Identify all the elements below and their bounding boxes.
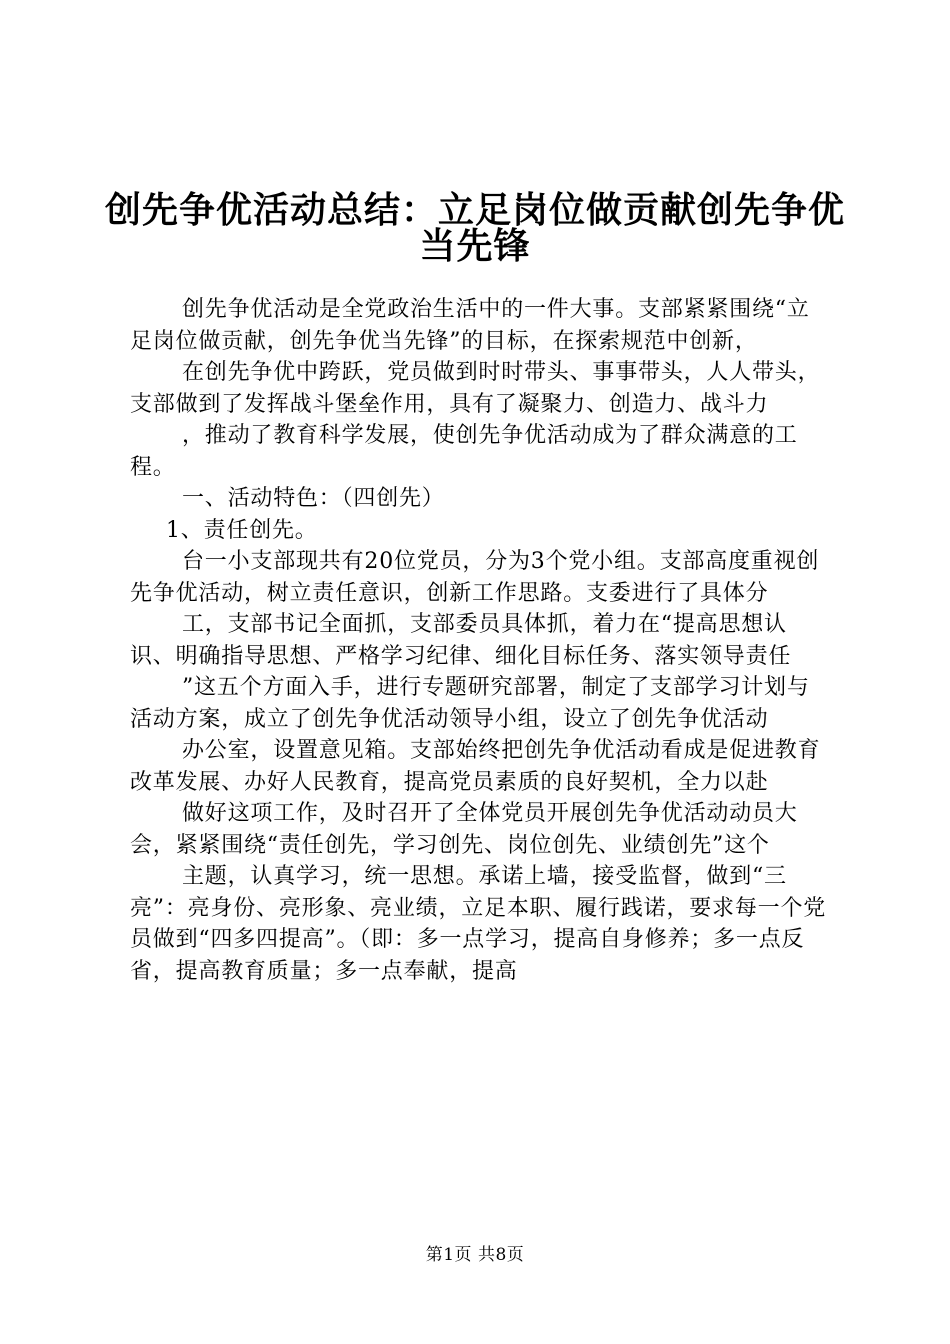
paragraph: 办公室，设置意见箱。支部始终把创先争优活动看成是促进教育改革发展、办好人民教育，提高党员素质的良好契机，全力以赴	[130, 738, 821, 795]
document-title-line-1: 创先争优活动总结：立足岗位做贡献创先争优	[104, 189, 845, 231]
paragraph: 创先争优活动是全党政治生活中的一件大事。支部紧紧围绕“立足岗位做贡献，创先争优当先锋”的目标，在探索规范中创新，	[130, 297, 810, 354]
paragraph: ，推动了教育科学发展，使创先争优活动成为了群众满意的工程。	[130, 423, 798, 480]
paragraph: 工，支部书记全面抓，支部委员具体抓，着力在“提高思想认识、明确指导思想、严格学习纪律、细化目标任务、落实领导责任	[130, 612, 792, 669]
paragraph: 在创先争优中跨跃，党员做到时时带头、事事带头，人人带头，支部做到了发挥战斗堡垒作用，具有了凝聚力、创造力、战斗力	[130, 360, 821, 417]
paragraph: 主题，认真学习，统一思想。承诺上墙，接受监督，做到“三亮”：亮身份、亮形象、亮业绩，立足本职、履行践诺，要求每一个党员做到“四多四提高”。（即：多一点学习，提高自身修养；多一点反省，提高教育质量；多一点奉献，提高	[130, 864, 827, 984]
page-footer: 第1页 共8页	[425, 1245, 525, 1265]
document-title-line-2: 当先锋	[419, 225, 531, 267]
paragraph: ”这五个方面入手，进行专题研究部署，制定了支部学习计划与活动方案，成立了创先争优活动领导小组，设立了创先争优活动	[130, 675, 810, 732]
paragraph: 台一小支部现共有20位党员，分为3个党小组。支部高度重视创先争优活动，树立责任意识，创新工作思路。支委进行了具体分	[130, 549, 820, 606]
section-heading: 一、活动特色：（四创先）	[182, 486, 445, 511]
subsection-heading: 1、责任创先。	[166, 517, 318, 543]
document-body	[130, 294, 830, 987]
paragraph: 做好这项工作，及时召开了全体党员开展创先争优活动动员大会，紧紧围绕“责任创先，学习创先、岗位创先、业绩创先”这个	[130, 801, 798, 858]
